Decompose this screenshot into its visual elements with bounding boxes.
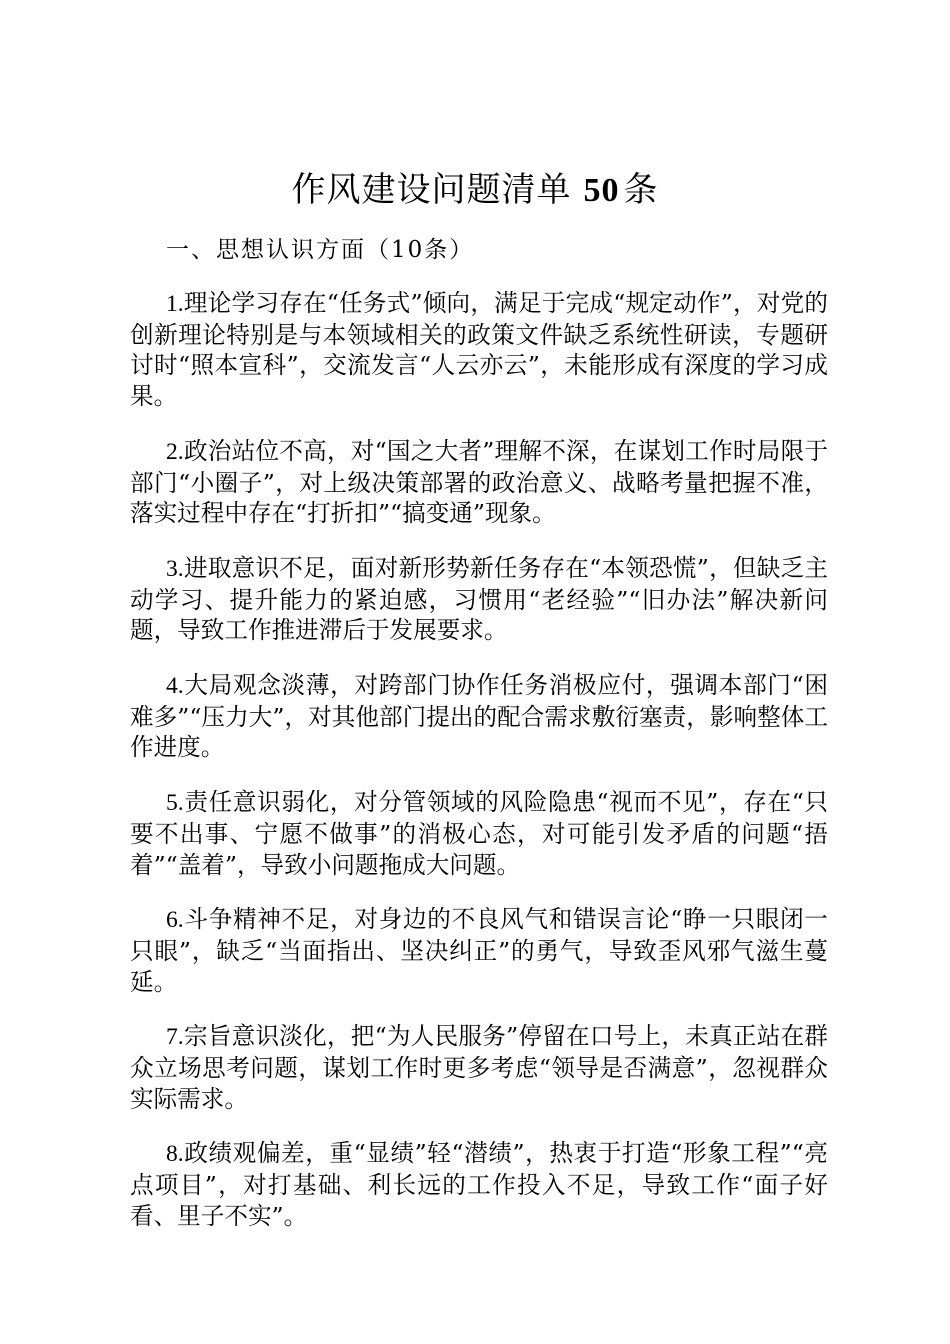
item-text: 宗旨意识淡化，把“为人民服务”停留在口号上，未真正站在群众立场思考问题，谋划工作时更多考虑“领导是否满意”，忽视群众实际需求。 xyxy=(130,1022,828,1113)
item-number: 3. xyxy=(166,555,184,582)
item-text: 进取意识不足，面对新形势新任务存在“本领恐慌”，但缺乏主动学习、提升能力的紧迫感，习惯用“老经验”“旧办法”解决新问题，导致工作推进滞后于发展要求。 xyxy=(130,553,828,645)
document-title xyxy=(0,168,950,213)
item-number: 8. xyxy=(166,1141,184,1168)
item-text: 大局观念淡薄，对跨部门协作任务消极应付，强调本部门“困难多”“压力大”，对其他部门提出的配合需求敷衍塞责，影响整体工作进度。 xyxy=(130,671,828,762)
section-heading: 一、思想认识方面（10条） xyxy=(166,237,475,263)
item-number: 2. xyxy=(166,438,184,465)
item-text: 斗争精神不足，对身边的不良风气和错误言论“睁一只眼闭一只眼”，缺乏“当面指出、坚决纠正”的勇气，导致歪风邪气滋生蔓延。 xyxy=(130,905,828,996)
item-text: 政治站位不高，对“国之大者”理解不深，在谋划工作时局限于部门“小圈子”，对上级决策部署的政治意义、战略考量把握不准，落实过程中存在“打折扣”“搞变通”现象。 xyxy=(130,436,828,528)
title-suffix: 条 xyxy=(623,170,659,210)
list-item xyxy=(130,553,828,646)
item-text: 政绩观偏差，重“显绩”轻“潜绩”，热衷于打造“形象工程”“亮点项目”，对打基础、利长远的工作投入不足，导致工作“面子好看、里子不实”。 xyxy=(130,1139,828,1230)
list-item xyxy=(130,436,828,529)
item-number: 7. xyxy=(166,1024,184,1051)
item-number: 1. xyxy=(166,291,184,317)
list-item xyxy=(130,904,828,997)
title-number: 50 xyxy=(583,172,620,209)
item-number: 6. xyxy=(166,907,184,934)
item-text: 责任意识弱化，对分管领域的风险隐患“视而不见”，存在“只要不出事、宁愿不做事”的消极心态，对可能引发矛盾的问题“捂着”“盖着”，导致小问题拖成大问题。 xyxy=(130,788,828,879)
item-text: 理论学习存在“任务式”倾向，满足于完成“规定动作”，对党的创新理论特别是与本领域相关的政策文件缺乏系统性研读，专题研讨时“照本宣科”，交流发言“人云亦云”，未能形成有深度的学习成果。 xyxy=(130,289,828,411)
list-item xyxy=(130,288,828,412)
list-item xyxy=(130,1138,828,1231)
item-number: 5. xyxy=(166,790,184,817)
item-number: 4. xyxy=(166,673,184,700)
list-item xyxy=(130,787,828,880)
list-item xyxy=(130,670,828,763)
list-item xyxy=(130,1021,828,1114)
title-text: 作风建设问题清单 xyxy=(291,170,572,210)
issue-list xyxy=(130,288,828,1256)
